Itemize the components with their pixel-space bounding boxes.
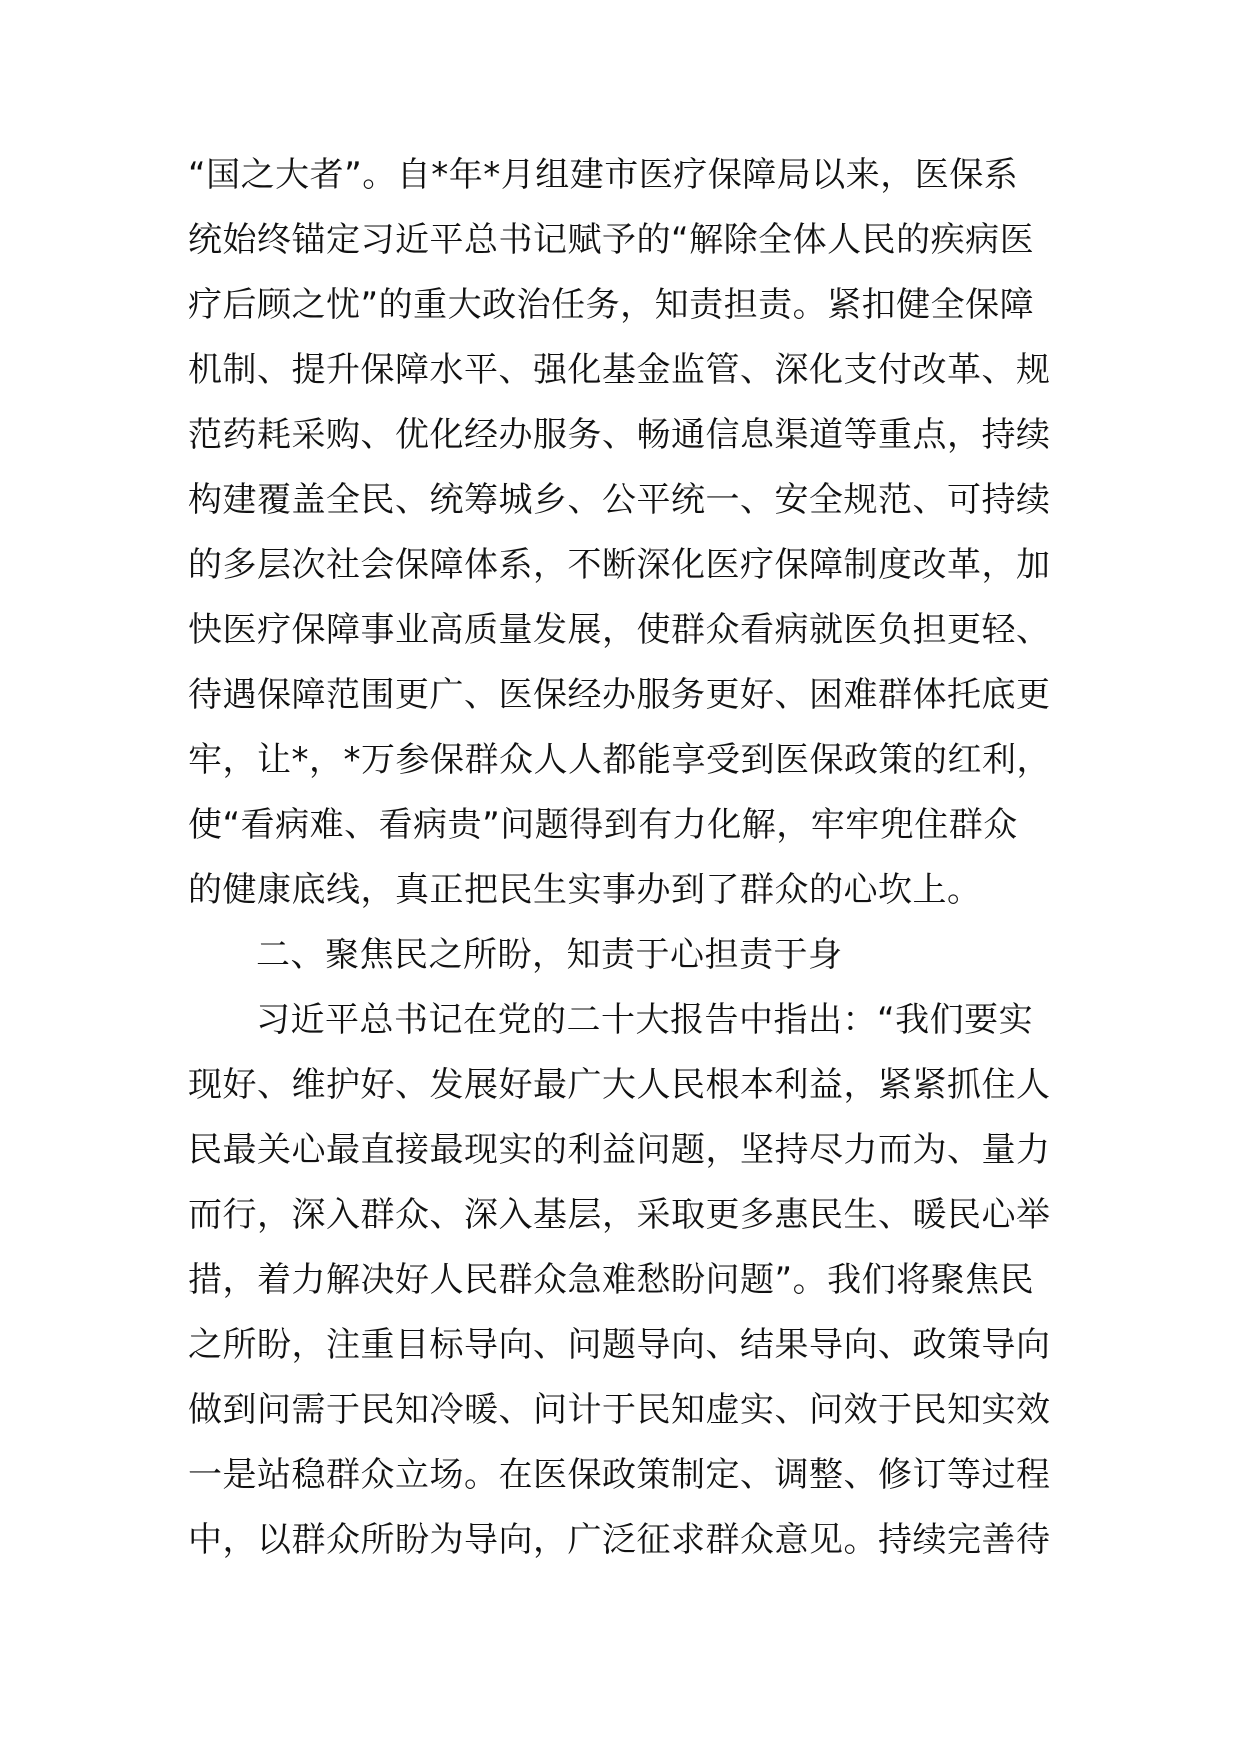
paragraph-1-line: 构建覆盖全民、统筹城乡、公平统一、安全规范、可持续 [188,480,1051,520]
paragraph-2-line: 民最关心最直接最现实的利益问题，坚持尽力而为、量力 [188,1130,1051,1170]
paragraph-1-line: 机制、提升保障水平、强化基金监管、深化支付改革、规 [188,350,1051,390]
paragraph-1-line: “国之大者”。自*年*月组建市医疗保障局以来，医保系 [188,155,1019,195]
paragraph-1-line: 快医疗保障事业高质量发展，使群众看病就医负担更轻、 [188,610,1051,650]
paragraph-2-line: 而行，深入群众、深入基层，采取更多惠民生、暖民心举 [188,1195,1051,1235]
paragraph-2-line: 之所盼，注重目标导向、问题导向、结果导向、政策导向 [188,1325,1051,1365]
paragraph-2-line: 中，以群众所盼为导向，广泛征求群众意见。持续完善待 [188,1520,1051,1560]
paragraph-1-line: 的多层次社会保障体系，不断深化医疗保障制度改革，加 [188,545,1051,585]
paragraph-2-line: 做到问需于民知冷暖、问计于民知虚实、问效于民知实效 [188,1390,1051,1430]
paragraph-2-line: 一是站稳群众立场。在医保政策制定、调整、修订等过程 [188,1455,1051,1495]
section-heading: 二、聚焦民之所盼，知责于心担责于身 [256,935,843,975]
paragraph-1 [188,143,1058,1573]
paragraph-2-line: 措，着力解决好人民群众急难愁盼问题”。我们将聚焦民 [188,1260,1035,1300]
paragraph-1-line: 疗后顾之忧”的重大政治任务，知责担责。紧扣健全保障 [188,285,1035,325]
paragraph-1-line: 牢，让*，*万参保群众人人都能享受到医保政策的红利， [188,740,1051,780]
paragraph-1-line: 使“看病难、看病贵”问题得到有力化解，牢牢兜住群众 [188,805,1018,845]
paragraph-1-line: 范药耗采购、优化经办服务、畅通信息渠道等重点，持续 [188,415,1051,455]
paragraph-1-line: 统始终锚定习近平总书记赋予的“解除全体人民的疾病医 [188,220,1035,260]
paragraph-1-line: 的健康底线，真正把民生实事办到了群众的心坎上。 [188,870,982,910]
paragraph-2-line: 现好、维护好、发展好最广大人民根本利益，紧紧抓住人 [188,1065,1051,1105]
paragraph-2-line: 习近平总书记在党的二十大报告中指出：“我们要实 [256,1000,1034,1040]
paragraph-1-line: 待遇保障范围更广、医保经办服务更好、困难群体托底更 [188,675,1051,715]
